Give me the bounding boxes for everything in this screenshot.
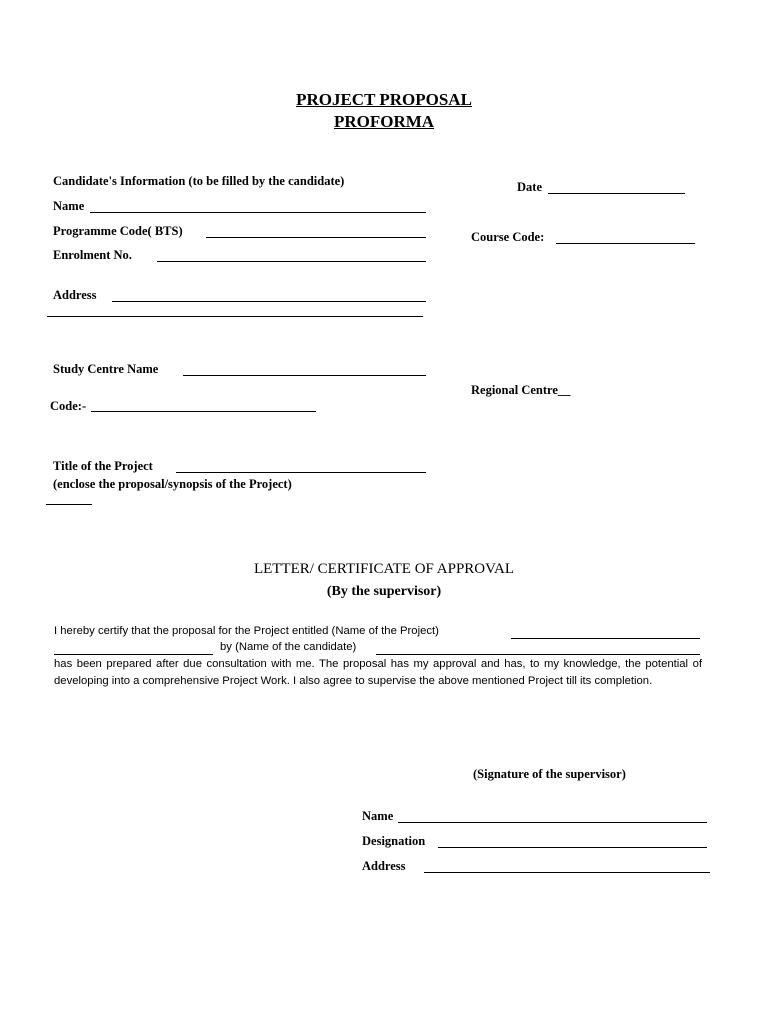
- course-code-label: Course Code:: [471, 230, 545, 244]
- date-field[interactable]: [548, 193, 685, 194]
- regional-centre-label: Regional Centre__: [471, 383, 571, 397]
- candidate-info-heading: Candidate's Information (to be filled by the candidate): [53, 174, 345, 188]
- course-code-field[interactable]: [556, 243, 695, 244]
- enrolment-label: Enrolment No.: [53, 248, 132, 262]
- name-field[interactable]: [90, 212, 426, 213]
- enclose-note: (enclose the proposal/synopsis of the Project): [53, 477, 292, 491]
- address-field-line2[interactable]: [47, 316, 423, 317]
- supervisor-name-label: Name: [362, 809, 394, 823]
- enrolment-field[interactable]: [157, 261, 426, 262]
- project-name-field-line2[interactable]: [54, 654, 213, 655]
- form-subtitle: PROFORMA: [333, 112, 435, 131]
- approval-heading: LETTER/ CERTIFICATE OF APPROVAL: [253, 561, 515, 577]
- study-centre-field[interactable]: [183, 375, 426, 376]
- candidate-name-field[interactable]: [376, 654, 700, 655]
- supervisor-address-field[interactable]: [424, 872, 710, 873]
- code-field[interactable]: [91, 411, 316, 412]
- approval-subheading: (By the supervisor): [326, 584, 442, 599]
- project-title-label: Title of the Project: [53, 459, 153, 473]
- certify-line: I hereby certify that the proposal for the Project entitled (Name of the Project): [54, 625, 439, 637]
- signature-label: (Signature of the supervisor): [473, 767, 626, 781]
- project-name-field[interactable]: [511, 638, 700, 639]
- approval-paragraph: has been prepared after due consultation with me. The proposal has my approval and has, to my knowledge, the potential of developing into a comprehensive Project Work. I also agree to supervise the above mentioned Project till its completion.: [54, 658, 702, 687]
- form-title: PROJECT PROPOSAL: [296, 90, 472, 109]
- supervisor-designation-label: Designation: [362, 834, 426, 848]
- project-title-field-line2[interactable]: [46, 504, 92, 505]
- programme-code-field[interactable]: [206, 237, 426, 238]
- supervisor-name-field[interactable]: [398, 822, 707, 823]
- supervisor-designation-field[interactable]: [438, 847, 707, 848]
- code-label: Code:-: [50, 399, 87, 413]
- date-label: Date: [517, 180, 542, 194]
- by-candidate-label: by (Name of the candidate): [220, 641, 357, 653]
- name-label: Name: [53, 199, 85, 213]
- programme-code-label: Programme Code( BTS): [53, 224, 183, 238]
- address-field[interactable]: [112, 301, 426, 302]
- supervisor-address-label: Address: [362, 859, 406, 873]
- address-label: Address: [53, 288, 97, 302]
- study-centre-label: Study Centre Name: [53, 362, 159, 376]
- project-title-field[interactable]: [176, 472, 426, 473]
